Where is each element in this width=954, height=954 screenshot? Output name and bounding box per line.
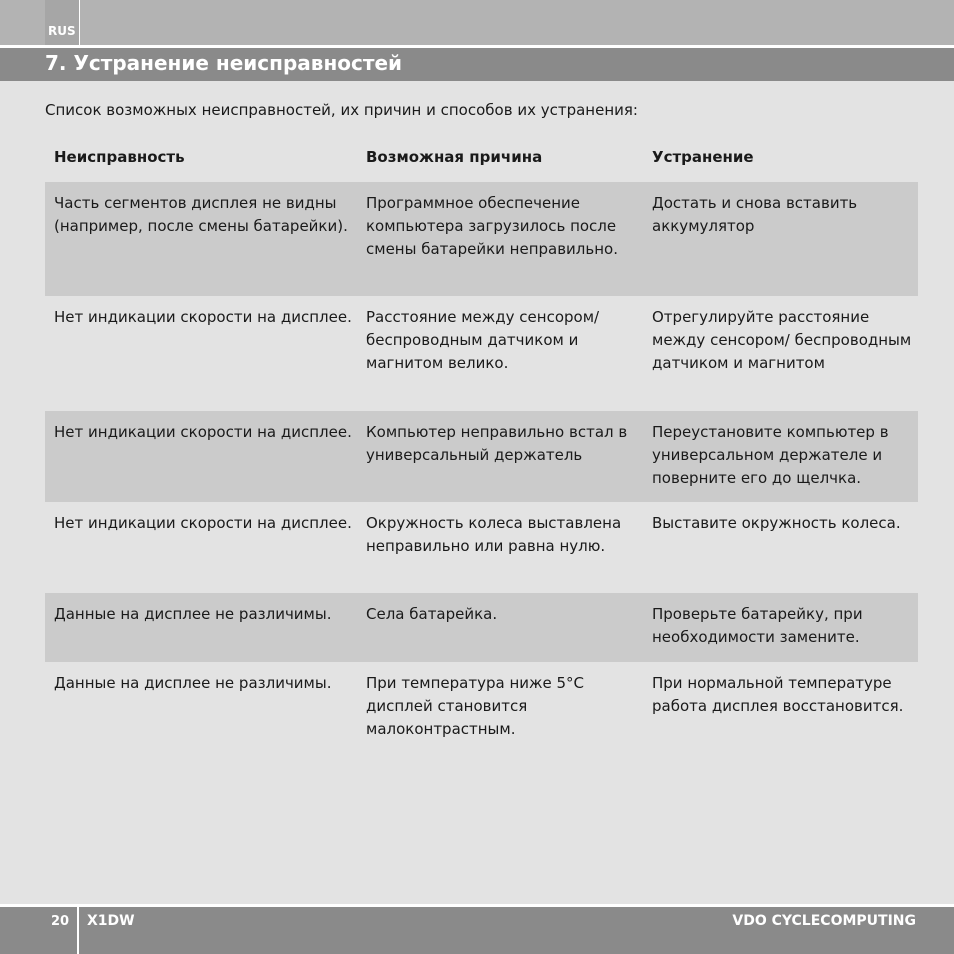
cause-cell: Программное обеспечение компьютера загрузилось после смены батарейки неправильно. [366,194,618,258]
cause-cell: Села батарейка. [366,605,498,623]
cause-cell: Расстояние между сенсором/ беспроводным датчиком и магнитом велико. [366,308,600,372]
table-row [45,411,918,502]
header-fault: Неисправность [54,148,185,166]
fault-cell: Данные на дисплее не различимы. [54,674,332,692]
table-row [45,662,918,752]
header-remedy: Устранение [652,148,754,166]
top-band [0,0,954,45]
remedy-cell: Выставите окружность колеса. [652,514,901,532]
model-name: X1DW [87,913,135,929]
language-label: RUS [48,24,76,38]
section-title: 7. Устранение неисправностей [45,51,403,75]
table-header-row [45,136,918,182]
fault-cell: Нет индикации скорости на дисплее. [54,423,352,441]
table-row [45,593,918,662]
cause-cell: Компьютер неправильно встал в универсальный держатель [366,423,628,464]
remedy-cell: Отрегулируйте расстояние между сенсором/ беспроводным датчиком и магнитом [652,308,912,372]
remedy-cell: Достать и снова вставить аккумулятор [652,194,858,235]
remedy-cell: При нормальной температуре работа дисплея восстановится. [652,674,904,715]
brand-name: VDO CYCLECOMPUTING [732,913,916,929]
fault-cell: Нет индикации скорости на дисплее. [54,514,352,532]
table-row [45,502,918,593]
cause-cell: При температура ниже 5°С дисплей становится малоконтрастным. [366,674,585,738]
intro-text: Список возможных неисправностей, их причин и способов их устранения: [45,101,638,119]
header-cause: Возможная причина [366,148,543,166]
fault-cell: Часть сегментов дисплея не видны (например, после смены батарейки). [54,194,348,235]
fault-cell: Нет индикации скорости на дисплее. [54,308,352,326]
page-number: 20 [51,914,70,929]
fault-cell: Данные на дисплее не различимы. [54,605,332,623]
remedy-cell: Проверьте батарейку, при необходимости замените. [652,605,863,646]
cause-cell: Окружность колеса выставлена неправильно или равна нулю. [366,514,622,555]
language-tag [45,0,80,45]
table-row [45,296,918,411]
table-row [45,182,918,296]
remedy-cell: Переустановите компьютер в универсальном держателе и поверните его до щелчка. [652,423,889,487]
troubleshooting-table [45,136,918,752]
